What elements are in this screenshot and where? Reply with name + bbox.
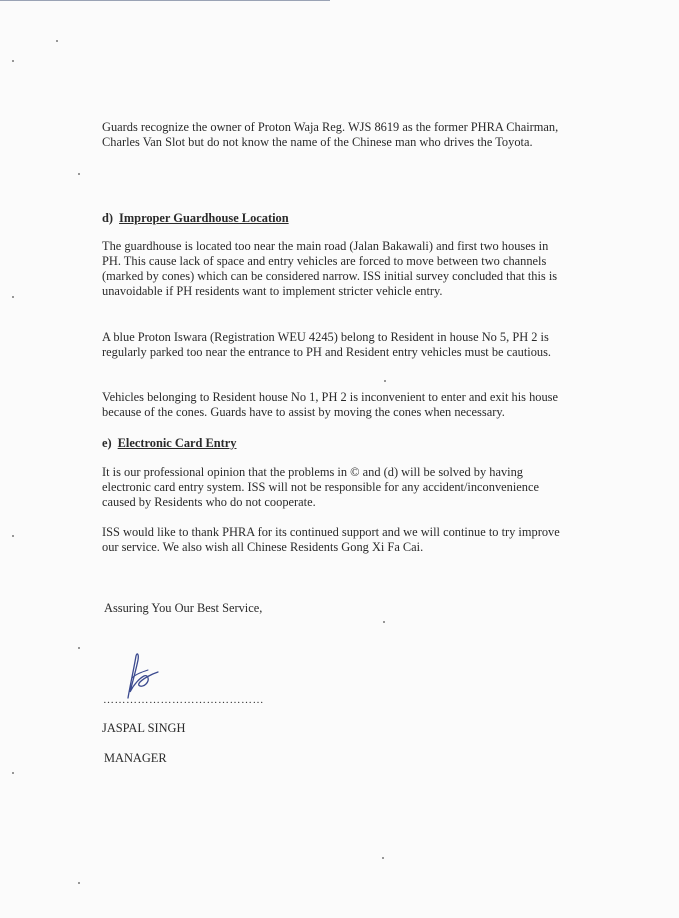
scan-speck [78, 173, 80, 175]
paragraph-e1: It is our professional opinion that the problems in © and (d) will be solved by having electronic card entry system. ISS will not be responsible for any accident/inconvenience caused by Residents who do not cooperate. [102, 465, 539, 509]
section-d-heading [102, 211, 289, 226]
scan-speck [78, 882, 80, 884]
paragraph-thanks: ISS would like to thank PHRA for its continued support and we will continue to try improve our service. We also wish all Chinese Residents Gong Xi Fa Cai. [102, 525, 560, 554]
section-d-letter: d) [102, 211, 114, 225]
paragraph-d1: The guardhouse is located too near the main road (Jalan Bakawali) and first two houses in PH. This cause lack of space and entry vehicles are forced to move between two channels (marked by cones) which can be considered narrow. ISS initial survey concluded that this is unavoidable if PH residents want to implement stricter vehicle entry. [102, 239, 558, 298]
section-e-heading [102, 436, 236, 451]
scan-speck [12, 772, 14, 774]
scan-speck [384, 380, 386, 382]
paragraph-d2: A blue Proton Iswara (Registration WEU 4245) belong to Resident in house No 5, PH 2 is regularly parked too near the entrance to PH and Resident entry vehicles must be cautious. [102, 330, 552, 359]
section-e-title: Electronic Card Entry [117, 436, 237, 450]
paragraph-guards: Guards recognize the owner of Proton Waja Reg. WJS 8619 as the former PHRA Chairman, Charles Van Slot but do not know the name of the Chinese man who drives the Toyota. [102, 120, 559, 149]
paragraph-d3: Vehicles belonging to Resident house No 1, PH 2 is inconvenient to enter and exit his house because of the cones. Guards have to assist by moving the cones when necessary. [102, 390, 558, 419]
signer-name: JASPAL SINGH [102, 721, 186, 735]
scan-speck [383, 621, 385, 623]
signer-title: MANAGER [104, 751, 167, 765]
scan-speck [12, 296, 14, 298]
closing-line: Assuring You Our Best Service, [104, 601, 263, 615]
scan-speck [12, 60, 14, 62]
signature-line: …………………………………… [103, 694, 264, 706]
scan-edge-line [0, 0, 330, 1]
scan-speck [56, 40, 58, 42]
section-e-letter: e) [102, 436, 112, 450]
section-d-title: Improper Guardhouse Location [119, 211, 289, 225]
scan-speck [382, 857, 384, 859]
scan-speck [78, 647, 80, 649]
scan-speck [12, 535, 14, 537]
